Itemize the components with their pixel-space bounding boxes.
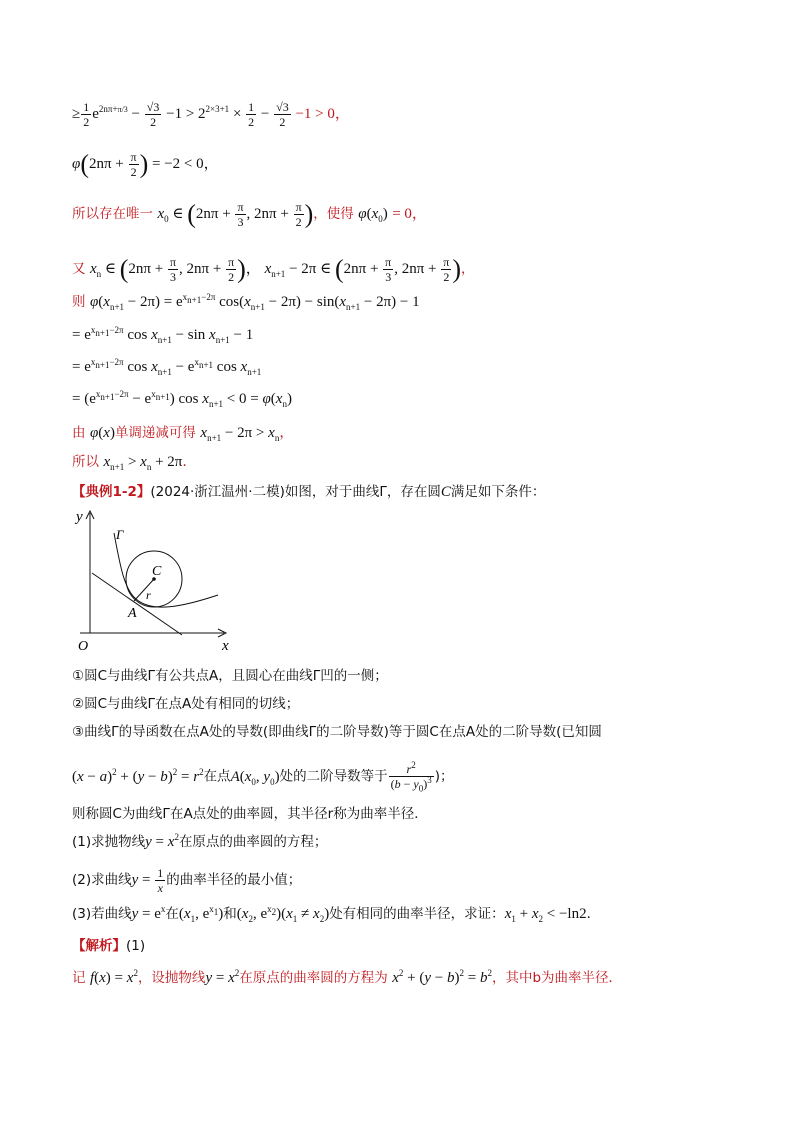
q1-suffix: 在原点的曲率圆的方程； bbox=[178, 834, 328, 850]
label-r: r bbox=[146, 588, 151, 602]
phi-value: = −2 < 0， bbox=[152, 155, 219, 172]
unique-prefix: 所以存在唯一 bbox=[72, 205, 153, 222]
step-line-1: = $e^{x_{n+1}-2\pi}$ $\cos x_{n+1} - \sin x_{n+1} - 1$ bbox=[72, 325, 254, 345]
analysis-part: (1) bbox=[126, 938, 146, 954]
condition-1: ①圆C与曲线Γ有公共点A，且圆心在曲线Γ凹的一侧； bbox=[72, 668, 388, 684]
question-1: (1)求抛物线$y = x^2$在原点的曲率圆的方程； bbox=[72, 832, 328, 850]
analysis-label: 【解析】 bbox=[72, 938, 126, 954]
q3-in: 在 bbox=[165, 906, 179, 922]
q3-end: ． bbox=[586, 906, 601, 922]
label-y: y bbox=[76, 509, 83, 525]
unique-value: = 0， bbox=[392, 205, 427, 222]
then-label: 则 bbox=[72, 294, 86, 310]
curvature-figure bbox=[72, 505, 242, 655]
question-3: (3)若曲线$y = e^x$在($x_1$, $e^{x_1}$)和($x_2$, $e^{x_2})(x_1 \ne x_2)$处有相同的曲率半径，求证：$x_1 + x_2 < -\ln 2$． bbox=[72, 904, 601, 924]
analysis-mid: ，设抛物线 bbox=[137, 970, 206, 986]
analysis-prefix: 记 bbox=[72, 970, 86, 986]
radius-line bbox=[134, 579, 154, 601]
q3-and: 和 bbox=[223, 906, 237, 922]
condition-2: ②圆C与曲线Γ在点A处有相同的切线； bbox=[72, 696, 300, 712]
phi-value-line: φ(2nπ + $\frac{\pi}{2}$ ) = −2 < 0， bbox=[72, 149, 219, 179]
label-a: A bbox=[128, 606, 137, 621]
example-intro: 如图，对于曲线Γ，存在圆 bbox=[284, 484, 441, 500]
c3-mid: 在点 bbox=[203, 768, 231, 785]
monotone-prefix: 由 bbox=[72, 425, 86, 441]
q2-suffix: 的曲率半径的最小值； bbox=[166, 871, 302, 888]
monotone-mid: 单调递减可得 bbox=[114, 425, 196, 441]
also-line: 又 $x_n$ ∈ (2nπ + $\frac{\pi}{3}$ , 2nπ + $\frac{\pi}{2}$ )， $x_{n+1} - 2\pi$ ∈ (2nπ + $\frac{\pi}{3}$ , 2nπ + $\frac{\pi}{2}$ )， bbox=[72, 254, 475, 284]
analysis-tail: ，其中b为曲率半径． bbox=[491, 970, 623, 986]
tangent-line bbox=[92, 573, 182, 635]
label-c: C bbox=[152, 564, 162, 579]
label-gamma: Γ bbox=[116, 527, 124, 542]
step-line-2: = $e^{x_{n+1}-2\pi}$ $\cos x_{n+1} - e^{x_{n+1}}$ $\cos x_{n+1}$ bbox=[72, 357, 262, 377]
also-comma: ， bbox=[461, 260, 475, 277]
unique-root-line: 所以存在唯一 $x_0$ ∈ (2nπ + $\frac{\pi}{3}$ , 2nπ + $\frac{\pi}{2}$ )，使得 $\varphi(x_0) = 0$， bbox=[72, 199, 427, 229]
q2-prefix: (2)求曲线 bbox=[72, 871, 132, 888]
curve-gamma bbox=[114, 533, 218, 607]
condition-3: ③曲线Γ的导函数在点A处的导数(即曲线Γ的二阶导数)等于圆C在点A处的二阶导数(已知圆 bbox=[72, 724, 602, 740]
monotone-line: 由 φ(x)单调递减可得 $x_{n+1} - 2\pi > x_n$， bbox=[72, 425, 294, 443]
definition-line: 则称圆C为曲线Γ在A点处的曲率圆，其半径r称为曲率半径． bbox=[72, 806, 428, 822]
also-label: 又 bbox=[72, 260, 86, 277]
condition-3-continued: $(x - a)^2 + (y - b)^2 = r^2$在点$A(x_0$, $y_0$)处的二阶导数等于 $\frac{r^2}{(b - y_0)^3}$ )； bbox=[72, 760, 454, 794]
label-o: O bbox=[78, 639, 89, 654]
example-label: 【典例1-2】 bbox=[72, 484, 151, 500]
so-label: 所以 bbox=[72, 454, 99, 470]
question-2: (2)求曲线y = $\frac{1}{x}$ 的曲率半径的最小值； bbox=[72, 866, 302, 895]
c3-end: )； bbox=[434, 768, 454, 785]
q3-prefix: (3)若曲线 bbox=[72, 906, 132, 922]
analysis-mid2: 在原点的曲率圆的方程为 bbox=[239, 970, 388, 986]
label-x: x bbox=[222, 638, 229, 654]
conclusion-line: 所以 $x_{n+1} > x_n + 2\pi$. bbox=[72, 454, 187, 472]
analysis-line: 记 $f(x) = x^2$，设抛物线$y = x^2$在原点的曲率圆的方程为 $x^2 + (y - b)^2 = b^2$，其中b为曲率半径． bbox=[72, 968, 623, 986]
q3-mid: 处有相同的曲率半径，求证： bbox=[329, 906, 505, 922]
example-heading: 【典例1-2】(2024·浙江温州·二模)如图，对于曲线Γ，存在圆C满足如下条件： bbox=[72, 484, 546, 500]
then-line: 则 $\varphi(x_{n+1} - 2\pi) = e^{x_{n+1}-2\pi}$ $\cos(x_{n+1} - 2\pi) - \sin(x_{n+1} - 2\pi) - 1$ bbox=[72, 292, 420, 312]
example-intro-tail: 满足如下条件： bbox=[450, 484, 546, 500]
inequality-line: ≥ $\frac{1}{2}$ $e^{2n\pi+\pi/3}$ − $\frac{√3}{2}$ $-1 > 2^{2\times 3+1}$ × $\frac{1}{2}$ − $\frac{√3}{2}$ −1 > 0， bbox=[72, 100, 350, 129]
inequality-tail: −1 > 0， bbox=[295, 105, 350, 122]
unique-suffix: ，使得 bbox=[313, 205, 354, 222]
step-line-3: = $(e^{x_{n+1}-2\pi} - e^{x_{n+1}})$ $\cos x_{n+1} < 0 = \varphi(x_n)$ bbox=[72, 389, 292, 409]
example-source: (2024·浙江温州·二模) bbox=[150, 484, 285, 500]
q1-prefix: (1)求抛物线 bbox=[72, 834, 146, 850]
analysis-heading bbox=[72, 936, 145, 956]
c3-tail: 处的二阶导数等于 bbox=[279, 768, 388, 785]
